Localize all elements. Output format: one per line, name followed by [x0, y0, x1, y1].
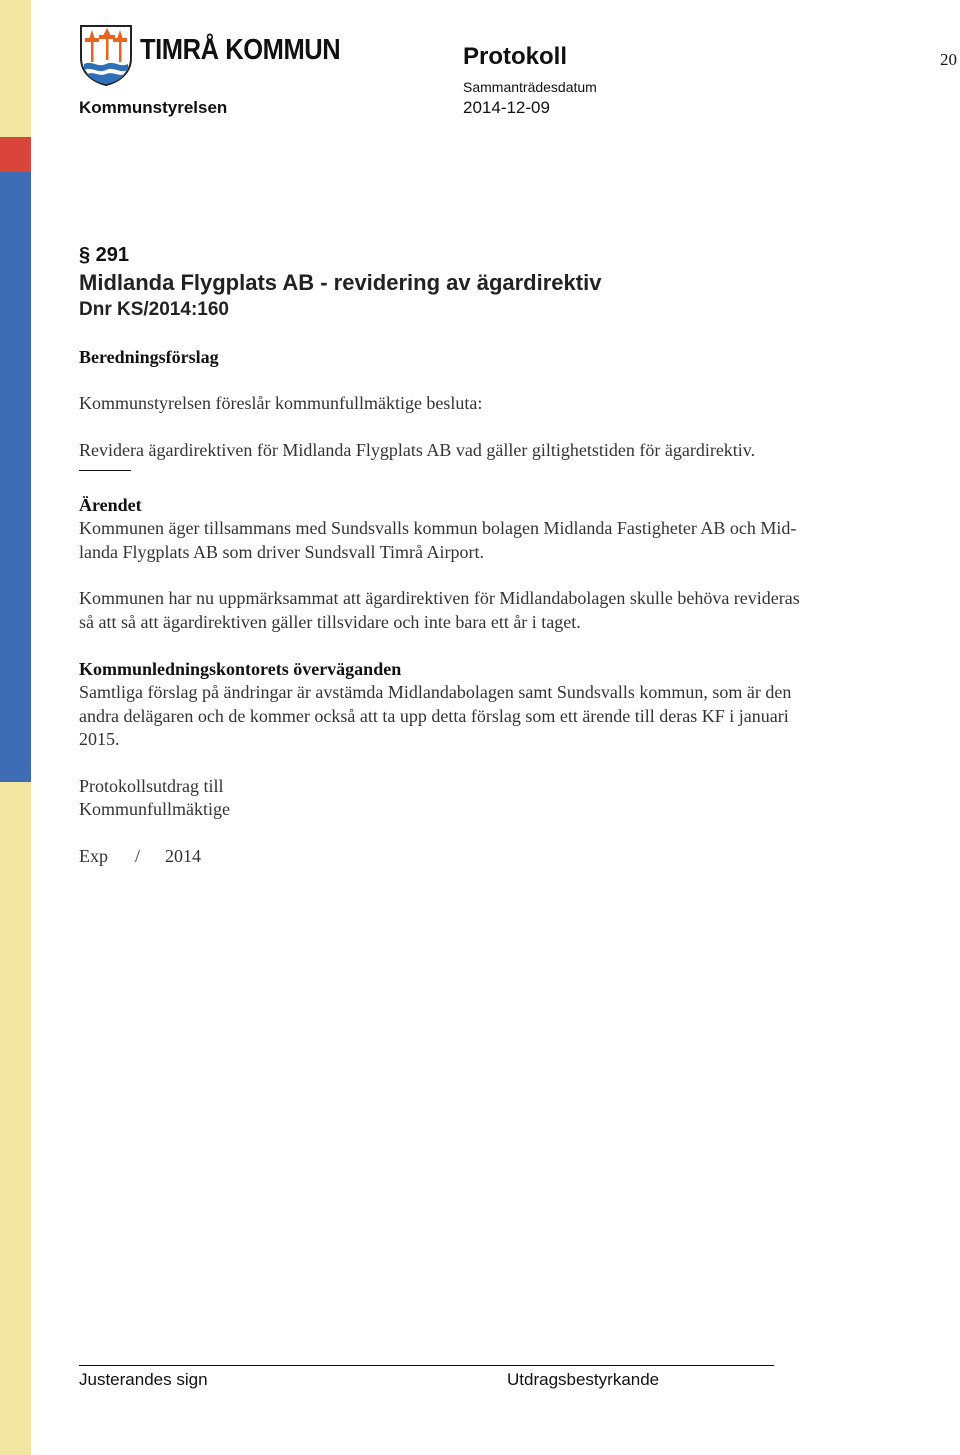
coat-of-arms-icon [78, 24, 134, 86]
section-divider [79, 470, 131, 471]
distribution-label: Protokollsutdrag till [79, 775, 224, 796]
distribution-recipient: Kommunfullmäktige [79, 799, 230, 819]
meeting-date: 2014-12-09 [463, 98, 550, 117]
considerations-heading: Kommunledningskontorets överväganden [79, 659, 402, 679]
proposal-heading: Beredningsförslag [79, 347, 219, 367]
matter-heading: Ärendet [79, 495, 142, 515]
considerations-line: Samtliga förslag på ändringar är avstämda Midlandabolagen samt Sundsvalls kommun, som är den [79, 682, 792, 702]
expedition-label: Exp [79, 845, 108, 866]
document-body [79, 242, 894, 868]
expedition-slash: / [135, 845, 141, 866]
signature-line [79, 1365, 774, 1366]
considerations-line: andra delägaren och de kommer också att ta upp detta förslag som ett ärende till deras KF i januari [79, 705, 789, 726]
item-title: Midlanda Flygplats AB - revidering av ägardirektiv [79, 270, 602, 295]
logo-wordmark: TIMRÅ KOMMUN [140, 34, 341, 66]
matter-line: landa Flygplats AB som driver Sundsvall Timrå Airport. [79, 541, 485, 562]
margin-strip-red [0, 137, 31, 172]
diary-number: Dnr KS/2014:160 [79, 299, 229, 320]
footer-signature-label: Justerandes sign [79, 1370, 208, 1389]
matter-line: Kommunen har nu uppmärksammat att ägardirektiven för Midlandabolagen skulle behöva revideras [79, 588, 800, 608]
considerations-line: 2015. [79, 729, 120, 749]
page-number: 20 [940, 50, 957, 69]
margin-strip-blue [0, 172, 31, 782]
margin-strip-yellow-top [0, 0, 31, 137]
proposal-intro: Kommunstyrelsen föreslår kommunfullmäktige besluta: [79, 393, 483, 413]
expedition-year: 2014 [165, 845, 201, 866]
timra-kommun-logo [78, 24, 341, 88]
margin-strip-yellow-bottom [0, 782, 31, 1455]
expedition-line [79, 845, 894, 869]
paragraph-number: § 291 [79, 244, 130, 266]
organ-name: Kommunstyrelsen [79, 98, 228, 117]
proposal-decision: Revidera ägardirektiven för Midlanda Flygplats AB vad gäller giltighetstiden för ägardirektiv. [79, 439, 756, 460]
footer-certification-label: Utdragsbestyrkande [507, 1370, 660, 1389]
matter-line: så att så att ägardirektiven gäller tillsvidare och inte bara ett år i taget. [79, 611, 581, 632]
document-type: Protokoll [463, 43, 568, 70]
date-label: Sammanträdesdatum [463, 79, 597, 95]
matter-line: Kommunen äger tillsammans med Sundsvalls kommun bolagen Midlanda Fastigheter AB och Mid- [79, 518, 797, 538]
